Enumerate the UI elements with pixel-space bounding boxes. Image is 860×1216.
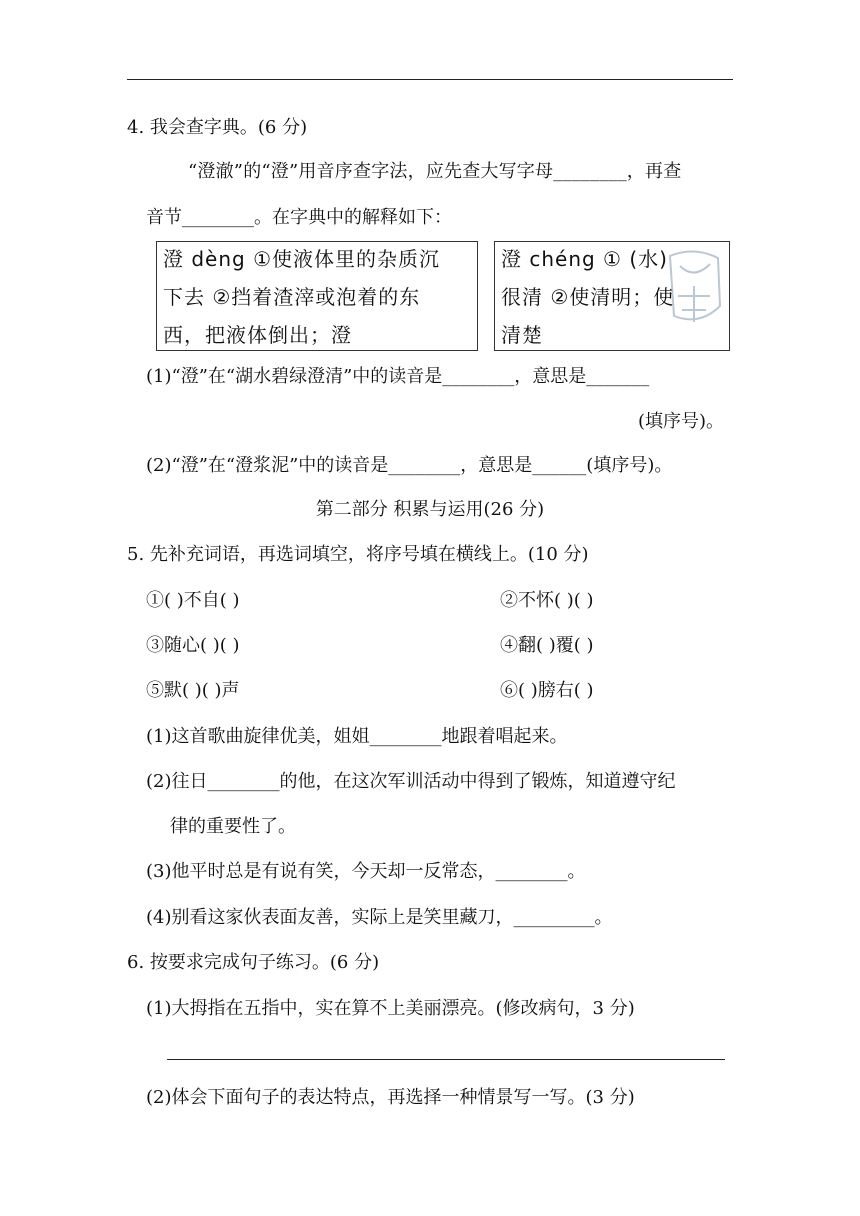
q5-heading: 5. 先补充词语，再选词填空，将序号填在横线上。(10 分)	[127, 544, 589, 565]
q5-word-1: ①( )不自( )	[146, 590, 240, 611]
part2-title: 第二部分 积累与运用(26 分)	[315, 499, 545, 520]
q4-sub1: (1)“澄”在“湖水碧绿澄清”中的读音是________，意思是_______	[146, 366, 650, 387]
cheng-line-3: 清楚	[501, 323, 543, 347]
q6-sentence-2: (2)体会下面句子的表达特点，再选择一种情景写一写。(3 分)	[146, 1087, 635, 1108]
q5-word-6: ⑥( )膀右( )	[500, 680, 594, 701]
q5-word-4: ④翻( )覆( )	[500, 635, 594, 656]
cheng-line-1: 澄 chéng ① (水)	[501, 247, 668, 271]
q4-heading: 4. 我会查字典。(6 分)	[127, 117, 308, 138]
q5-sentence-4: (4)别看这家伙表面友善，实际上是笑里藏刀，_________。	[146, 907, 613, 928]
answer-line[interactable]	[167, 1059, 725, 1060]
deng-line-2: 下去 ②挡着渣滓或泡着的东	[163, 285, 421, 309]
q5-sentence-3: (3)他平时总是有说有笑，今天却一反常态，________。	[146, 861, 586, 882]
q5-word-5: ⑤默( )( )声	[146, 680, 240, 701]
q5-sentence-1: (1)这首歌曲旋律优美，姐姐________地跟着唱起来。	[146, 726, 568, 747]
q5-word-3: ③随心( )( )	[146, 635, 240, 656]
deng-line-3: 西，把液体倒出；澄	[163, 323, 352, 347]
dictionary-entry-deng	[156, 241, 478, 351]
q5-word-2: ②不怀( )( )	[500, 590, 594, 611]
q6-heading: 6. 按要求完成句子练习。(6 分)	[127, 952, 380, 973]
q4-line2: 音节________。在字典中的解释如下：	[146, 207, 452, 228]
q5-sentence-2b: 律的重要性了。	[170, 816, 296, 837]
q4-sub1-tail: (填序号)。	[638, 411, 725, 432]
watermark-stamp-icon	[660, 246, 728, 342]
q4-sub2: (2)“澄”在“澄浆泥”中的读音是________，意思是______(填序号)。	[146, 455, 673, 476]
q5-sentence-2a: (2)往日________的他，在这次军训活动中得到了锻炼，知道遵守纪	[146, 771, 676, 792]
header-rule	[127, 79, 733, 80]
cheng-line-2: 很清 ②使清明；使	[501, 285, 675, 309]
deng-line-1: 澄 dèng ①使液体里的杂质沉	[163, 247, 441, 271]
q6-sentence-1: (1)大拇指在五指中，实在算不上美丽漂亮。(修改病句，3 分)	[146, 998, 635, 1019]
q4-line1: “澄澈”的“澄”用音序查字法，应先查大写字母________，再查	[188, 161, 682, 182]
